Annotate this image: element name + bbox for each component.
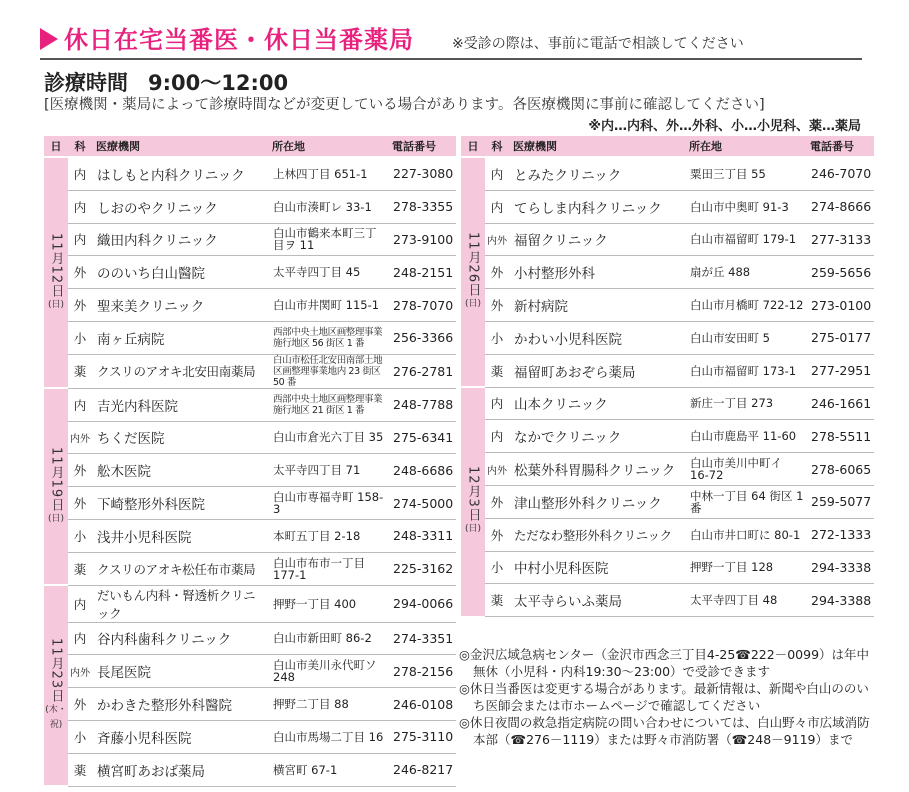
address-cell: 白山市井関町 115-1	[268, 289, 388, 322]
table-row	[44, 223, 456, 256]
table-row	[461, 518, 874, 551]
phone-cell: 276-2781	[388, 354, 456, 388]
address-cell: 上林四丁目 651-1	[268, 157, 388, 190]
day-of-week: (日)	[47, 299, 65, 310]
dept-cell: 内外	[485, 453, 509, 486]
table-row	[44, 552, 456, 585]
day-cell	[461, 157, 485, 387]
dept-cell: 小	[68, 720, 92, 753]
facility-name: はしもと内科クリニック	[92, 157, 268, 190]
dept-cell: 外	[485, 256, 509, 289]
address-cell: 白山市新田町 86-2	[268, 622, 388, 655]
facility-name: 福留町あおぞら薬局	[509, 354, 685, 387]
table-row	[44, 256, 456, 289]
col-header-dept: 科	[68, 136, 92, 157]
address-cell: 太平寺四丁目 48	[685, 584, 806, 617]
dept-cell: 内	[68, 585, 92, 622]
address-cell: 白山市中奥町 91-3	[685, 190, 806, 223]
facility-name: 松葉外科胃腸科クリニック	[509, 453, 685, 486]
table-row	[44, 519, 456, 552]
table-row	[461, 387, 874, 420]
address-cell: 白山市専福寺町 158-3	[268, 487, 388, 520]
table-row	[461, 485, 874, 518]
phone-cell: 275-3110	[388, 720, 456, 753]
table-row	[44, 421, 456, 454]
day-of-week: (日)	[464, 524, 482, 535]
table-row	[44, 190, 456, 223]
phone-cell: 275-0177	[806, 321, 874, 354]
facility-name: 南ヶ丘病院	[92, 321, 268, 354]
facility-name: なかでクリニック	[509, 420, 685, 453]
facility-name: かわきた整形外科醫院	[92, 688, 268, 721]
phone-cell: 274-3351	[388, 622, 456, 655]
left-schedule-table	[44, 136, 456, 787]
day-label: 11月19日	[48, 446, 64, 512]
dept-cell: 薬	[68, 753, 92, 786]
title-text: 休日在宅当番医・休日当番薬局	[64, 26, 414, 54]
phone-cell: 246-7070	[806, 157, 874, 190]
phone-cell: 246-8217	[388, 753, 456, 786]
caution-note: [医療機関・薬局によって診療時間などが変更している場合があります。各医療機関に事前に確認してください]	[44, 97, 765, 113]
phone-cell: 274-5000	[388, 487, 456, 520]
address-cell: 太平寺四丁目 45	[268, 256, 388, 289]
phone-cell: 294-3388	[806, 584, 874, 617]
address-cell: 白山市福留町 173-1	[685, 354, 806, 387]
table-row	[44, 753, 456, 786]
phone-cell: 278-6065	[806, 453, 874, 486]
phone-cell: 277-3133	[806, 223, 874, 256]
phone-cell: 259-5077	[806, 485, 874, 518]
address-cell: 白山市布市一丁目 177-1	[268, 552, 388, 585]
dept-cell: 薬	[68, 354, 92, 388]
table-row	[44, 388, 456, 421]
table-row	[44, 487, 456, 520]
facility-name: 横宮町あおば薬局	[92, 753, 268, 786]
table-row	[44, 622, 456, 655]
page-title	[40, 20, 414, 55]
address-cell: 白山市松任北安田南部土地区画整理事業地内 23 街区 50 番	[268, 354, 388, 388]
day-label: 11月23日	[48, 638, 64, 704]
facility-name: ただなわ整形外科クリニック	[509, 518, 685, 551]
consult-note: ※受診の際は、事前に電話で相談してください	[452, 36, 744, 52]
title-underline	[40, 58, 862, 60]
address-cell: 白山市美川永代町ソ 248	[268, 655, 388, 688]
facility-name: だいもん内科・腎透析クリニック	[92, 585, 268, 622]
col-header-day: 日	[461, 136, 485, 157]
dept-cell: 薬	[485, 584, 509, 617]
dept-cell: 外	[68, 256, 92, 289]
day-cell	[44, 157, 68, 388]
col-header-name: 医療機関	[92, 136, 268, 157]
phone-cell: 273-9100	[388, 223, 456, 256]
facility-name: 浅井小児科医院	[92, 519, 268, 552]
facility-name: 中村小児科医院	[509, 551, 685, 584]
facility-name: クスリのアオキ北安田南薬局	[92, 354, 268, 388]
facility-name: 福留クリニック	[509, 223, 685, 256]
triangle-arrow-icon	[40, 28, 58, 50]
day-cell	[44, 585, 68, 786]
day-label: 11月12日	[48, 232, 64, 298]
dept-cell: 小	[485, 321, 509, 354]
facility-name: 新村病院	[509, 289, 685, 322]
phone-cell: 256-3366	[388, 321, 456, 354]
dept-cell: 内外	[68, 655, 92, 688]
col-header-dept: 科	[485, 136, 509, 157]
facility-name: 聖来美クリニック	[92, 289, 268, 322]
phone-cell: 278-2156	[388, 655, 456, 688]
address-cell: 白山市福留町 179-1	[685, 223, 806, 256]
address-cell: 押野一丁目 400	[268, 585, 388, 622]
dept-cell: 内外	[485, 223, 509, 256]
phone-cell: 275-6341	[388, 421, 456, 454]
footnotes	[459, 646, 879, 748]
facility-name: しおのやクリニック	[92, 190, 268, 223]
table-row	[461, 157, 874, 190]
table-row	[461, 321, 874, 354]
table-row	[44, 688, 456, 721]
footnote-emergency-center: ◎金沢広域急病センター（金沢市西念三丁目4-25☎222－0099）は年中無休（小児科・内科19:30～23:00）で受診できます	[459, 647, 870, 679]
phone-cell: 273-0100	[806, 289, 874, 322]
phone-cell: 225-3162	[388, 552, 456, 585]
facility-name: てらしま内科クリニック	[509, 190, 685, 223]
table-row	[44, 585, 456, 622]
phone-cell: 259-5656	[806, 256, 874, 289]
address-cell: 白山市安田町 5	[685, 321, 806, 354]
hours-label: 診療時間	[44, 71, 128, 95]
address-cell: 押野二丁目 88	[268, 688, 388, 721]
facility-name: 舩木医院	[92, 454, 268, 487]
address-cell: 白山市美川中町イ 16-72	[685, 453, 806, 486]
dept-cell: 内	[485, 190, 509, 223]
address-cell: 白山市月橋町 722-12	[685, 289, 806, 322]
table-row	[461, 551, 874, 584]
dept-cell: 薬	[68, 552, 92, 585]
phone-cell: 248-7788	[388, 388, 456, 421]
phone-cell: 227-3080	[388, 157, 456, 190]
facility-name: クスリのアオキ松任布市薬局	[92, 552, 268, 585]
dept-cell: 小	[485, 551, 509, 584]
table-row	[44, 454, 456, 487]
facility-name: 津山整形外科クリニック	[509, 485, 685, 518]
dept-cell: 内	[68, 157, 92, 190]
table-row	[461, 256, 874, 289]
col-header-day: 日	[44, 136, 68, 157]
table-row	[461, 584, 874, 617]
dept-cell: 外	[485, 518, 509, 551]
address-cell: 白山市鶴来本町三丁目ヲ 11	[268, 223, 388, 256]
phone-cell: 294-3338	[806, 551, 874, 584]
day-label: 11月26日	[465, 231, 481, 298]
table-row	[461, 223, 874, 256]
address-cell: 白山市倉光六丁目 35	[268, 421, 388, 454]
abbreviation-legend: ※内…内科、外…外科、小…小児科、薬…薬局	[588, 119, 861, 134]
col-header-name: 医療機関	[509, 136, 685, 157]
phone-cell: 248-3311	[388, 519, 456, 552]
phone-cell: 248-6686	[388, 454, 456, 487]
dept-cell: 外	[485, 485, 509, 518]
col-header-tel: 電話番号	[806, 136, 874, 157]
dept-cell: 内	[68, 223, 92, 256]
col-header-address: 所在地	[268, 136, 388, 157]
phone-cell: 248-2151	[388, 256, 456, 289]
day-of-week: (日)	[464, 299, 482, 310]
address-cell: 粟田三丁目 55	[685, 157, 806, 190]
dept-cell: 外	[68, 289, 92, 322]
col-header-address: 所在地	[685, 136, 806, 157]
address-cell: 扇が丘 488	[685, 256, 806, 289]
address-cell: 本町五丁目 2-18	[268, 519, 388, 552]
day-of-week: (日)	[47, 513, 65, 524]
address-cell: 押野一丁目 128	[685, 551, 806, 584]
address-cell: 新庄一丁目 273	[685, 387, 806, 420]
facility-name: 斉藤小児科医院	[92, 720, 268, 753]
facility-name: 太平寺らいふ薬局	[509, 584, 685, 617]
dept-cell: 内	[68, 622, 92, 655]
footnote-schedule-change: ◎休日当番医は変更する場合があります。最新情報は、新聞や白山ののいち医師会または市ホームページで確認してください	[459, 681, 869, 713]
phone-cell: 294-0066	[388, 585, 456, 622]
dept-cell: 内外	[68, 421, 92, 454]
right-schedule-table	[461, 136, 874, 618]
day-cell	[44, 388, 68, 585]
facility-name: 下崎整形外科医院	[92, 487, 268, 520]
dept-cell: 内	[68, 388, 92, 421]
dept-cell: 外	[68, 688, 92, 721]
table-row	[461, 190, 874, 223]
facility-name: ののいち白山醫院	[92, 256, 268, 289]
phone-cell: 246-1661	[806, 387, 874, 420]
table-row	[44, 289, 456, 322]
table-row	[44, 354, 456, 388]
dept-cell: 薬	[485, 354, 509, 387]
facility-name: 長尾医院	[92, 655, 268, 688]
table-row	[44, 321, 456, 354]
dept-cell: 外	[68, 454, 92, 487]
dept-cell: 内	[485, 420, 509, 453]
footnote-night-emergency: ◎休日夜間の救急指定病院の問い合わせについては、白山野々市広域消防本部（☎276－1119）または野々市消防署（☎248－9119）まで	[459, 715, 870, 747]
phone-cell: 246-0108	[388, 688, 456, 721]
day-cell	[461, 387, 485, 617]
dept-cell: 内	[68, 190, 92, 223]
phone-cell: 278-7070	[388, 289, 456, 322]
phone-cell: 277-2951	[806, 354, 874, 387]
dept-cell: 外	[68, 487, 92, 520]
phone-cell: 278-3355	[388, 190, 456, 223]
facility-name: 織田内科クリニック	[92, 223, 268, 256]
address-cell: 西部中央土地区画整理事業施行地区 21 街区 1 番	[268, 388, 388, 421]
table-row	[461, 453, 874, 486]
address-cell: 中林一丁目 64 街区 1 番	[685, 485, 806, 518]
table-row	[461, 289, 874, 322]
phone-cell: 278-5511	[806, 420, 874, 453]
dept-cell: 内	[485, 387, 509, 420]
day-label: 12月3日	[465, 466, 481, 523]
facility-name: かわい小児科医院	[509, 321, 685, 354]
address-cell: 太平寺四丁目 71	[268, 454, 388, 487]
address-cell: 白山市鹿島平 11-60	[685, 420, 806, 453]
facility-name: とみたクリニック	[509, 157, 685, 190]
address-cell: 白山市湊町レ 33-1	[268, 190, 388, 223]
facility-name: 吉光内科医院	[92, 388, 268, 421]
facility-name: ちくだ医院	[92, 421, 268, 454]
phone-cell: 274-8666	[806, 190, 874, 223]
facility-name: 小村整形外科	[509, 256, 685, 289]
table-row	[44, 720, 456, 753]
table-row	[44, 157, 456, 190]
day-of-week: (木・祝)	[45, 705, 67, 731]
dept-cell: 外	[485, 289, 509, 322]
table-row	[461, 354, 874, 387]
table-row	[461, 420, 874, 453]
col-header-tel: 電話番号	[388, 136, 456, 157]
hours-value: 9:00～12:00	[148, 71, 289, 95]
dept-cell: 小	[68, 519, 92, 552]
address-cell: 横宮町 67-1	[268, 753, 388, 786]
address-cell: 白山市井口町に 80-1	[685, 518, 806, 551]
dept-cell: 内	[485, 157, 509, 190]
phone-cell: 272-1333	[806, 518, 874, 551]
address-cell: 白山市馬場二丁目 16	[268, 720, 388, 753]
facility-name: 谷内科歯科クリニック	[92, 622, 268, 655]
facility-name: 山本クリニック	[509, 387, 685, 420]
table-row	[44, 655, 456, 688]
dept-cell: 小	[68, 321, 92, 354]
address-cell: 西部中央土地区画整理事業施行地区 56 街区 1 番	[268, 321, 388, 354]
